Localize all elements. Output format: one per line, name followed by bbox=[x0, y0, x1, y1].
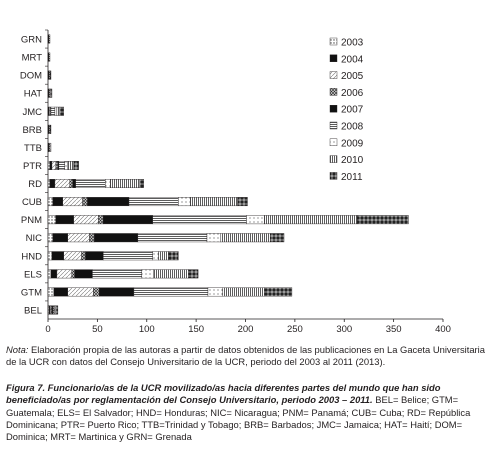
bar-segment bbox=[76, 179, 106, 188]
bar-segment bbox=[72, 270, 75, 279]
bar-segment bbox=[94, 233, 137, 242]
bar-segment bbox=[154, 270, 189, 279]
figure-title: Figura 7. Funcionario/as de la UCR movilizado/as hacia diferentes partes del mundo que han sido beneficiado/as por reglamentación del Consejo Universitario, periodo 2003 – 2011. bbox=[6, 381, 441, 406]
bar-segment bbox=[50, 143, 51, 152]
bar-segment bbox=[159, 252, 169, 261]
bar-segment bbox=[48, 233, 53, 242]
bar-segment bbox=[56, 215, 74, 224]
x-axis-labels bbox=[45, 324, 451, 335]
bar-segment bbox=[103, 215, 152, 224]
bar-segment bbox=[75, 270, 93, 279]
y-category-label: RD bbox=[28, 179, 42, 191]
legend-swatch bbox=[330, 172, 337, 179]
bar-segment bbox=[110, 179, 140, 188]
bar-segment bbox=[83, 197, 88, 206]
y-category-label: BRB bbox=[22, 124, 42, 136]
y-category-label: CUB bbox=[21, 197, 42, 209]
bar-segment bbox=[74, 215, 99, 224]
legend-swatch bbox=[330, 139, 337, 146]
bar-segment bbox=[50, 179, 55, 188]
legend bbox=[330, 38, 364, 183]
bar-segment bbox=[56, 306, 58, 315]
y-category-label: PNM bbox=[20, 215, 42, 227]
bar-segment bbox=[88, 197, 129, 206]
bar-segment bbox=[56, 161, 58, 170]
legend-label: 2009 bbox=[341, 138, 364, 150]
bar-segment bbox=[93, 288, 99, 297]
y-category-label: GTM bbox=[20, 287, 42, 299]
note-text: Elaboración propia de las autoras a partir de datos obtenidos de las publicaciones en La Gaceta Universitaria de la UCR con datos del Consejo Universitario de la UCR, periodo del 2003 al 2011 (2013). bbox=[6, 344, 485, 368]
bar-segment bbox=[48, 161, 50, 170]
bar-segment bbox=[264, 288, 292, 297]
legend-label: 2010 bbox=[341, 155, 364, 167]
legend-swatch bbox=[330, 156, 337, 163]
bar-segment bbox=[168, 252, 178, 261]
legend-swatch bbox=[330, 72, 337, 79]
bar-segment bbox=[51, 270, 57, 279]
caption bbox=[6, 344, 488, 444]
bar-segment bbox=[89, 233, 94, 242]
legend-label: 2011 bbox=[341, 171, 363, 183]
x-tick-label: 0 bbox=[45, 324, 51, 335]
bar-segment bbox=[99, 288, 134, 297]
bar-segment bbox=[64, 252, 82, 261]
bar-segment bbox=[48, 179, 50, 188]
bar-segment bbox=[178, 197, 190, 206]
figure-caption bbox=[6, 382, 488, 444]
y-category-label: ELS bbox=[24, 269, 42, 281]
x-tick-label: 300 bbox=[336, 324, 353, 335]
x-tick-label: 100 bbox=[138, 324, 155, 335]
legend-label: 2004 bbox=[341, 54, 364, 66]
bar-segment bbox=[52, 161, 56, 170]
legend-swatch bbox=[330, 88, 337, 95]
legend-swatch bbox=[330, 105, 337, 112]
y-category-label: TTB bbox=[24, 142, 42, 154]
bar-segment bbox=[57, 270, 72, 279]
y-category-label: HAT bbox=[23, 88, 42, 100]
bar-segment bbox=[68, 233, 90, 242]
bar-segment bbox=[207, 233, 221, 242]
bar-segment bbox=[98, 215, 103, 224]
bar-segment bbox=[208, 288, 223, 297]
y-axis-labels bbox=[20, 35, 42, 317]
legend-label: 2006 bbox=[341, 87, 364, 99]
bar-segment bbox=[138, 233, 207, 242]
bar-segment bbox=[59, 161, 65, 170]
bar-segment bbox=[54, 288, 68, 297]
y-category-label: NIC bbox=[25, 233, 42, 245]
bar-segment bbox=[52, 252, 64, 261]
bar-segment bbox=[142, 270, 154, 279]
bar-segment bbox=[63, 197, 83, 206]
legend-swatch bbox=[330, 122, 337, 129]
bar-segment bbox=[55, 107, 57, 116]
bar-segment bbox=[134, 288, 208, 297]
bar-segment bbox=[73, 179, 76, 188]
bar-segment bbox=[223, 288, 264, 297]
legend-label: 2003 bbox=[341, 37, 364, 49]
y-category-label: DOM bbox=[19, 70, 42, 82]
y-category-label: GRN bbox=[20, 34, 42, 46]
bar-segment bbox=[48, 215, 56, 224]
bar-segment bbox=[53, 233, 68, 242]
legend-label: 2007 bbox=[341, 104, 364, 116]
x-tick-label: 400 bbox=[435, 324, 451, 335]
bar-segment bbox=[68, 161, 74, 170]
y-category-label: BEL bbox=[24, 305, 42, 317]
note-label: Nota: bbox=[6, 344, 29, 355]
bar-segment bbox=[86, 252, 104, 261]
legend-label: 2008 bbox=[341, 121, 364, 133]
bar-segment bbox=[57, 107, 60, 116]
x-tick-label: 200 bbox=[237, 324, 254, 335]
bar-segment bbox=[50, 161, 52, 170]
bar-segment bbox=[190, 197, 237, 206]
bar-segment bbox=[129, 197, 178, 206]
bar-segment bbox=[48, 252, 52, 261]
bar-segment bbox=[264, 215, 357, 224]
bar-segment bbox=[188, 270, 198, 279]
bar-segment bbox=[105, 179, 110, 188]
bar-segment bbox=[60, 107, 64, 116]
bar-segment bbox=[68, 288, 94, 297]
bar-segment bbox=[70, 179, 73, 188]
x-tick-label: 350 bbox=[385, 324, 402, 335]
bar-segment bbox=[82, 252, 86, 261]
bar-segment bbox=[49, 53, 50, 62]
bar-segment bbox=[246, 215, 264, 224]
bar-segment bbox=[50, 71, 51, 80]
bar-segment bbox=[65, 161, 68, 170]
bar-segment bbox=[55, 179, 70, 188]
bar-segment bbox=[51, 89, 52, 98]
y-category-label: JMC bbox=[22, 106, 42, 118]
bar-segment bbox=[357, 215, 408, 224]
y-category-label: MRT bbox=[21, 52, 42, 64]
bar-segment bbox=[53, 197, 63, 206]
x-tick-label: 50 bbox=[92, 324, 103, 335]
bar-segment bbox=[48, 288, 54, 297]
bar-segment bbox=[48, 197, 53, 206]
y-category-label: PTR bbox=[23, 160, 42, 172]
legend-swatch bbox=[330, 38, 337, 45]
bar-segment bbox=[221, 233, 270, 242]
bar-segment bbox=[103, 252, 152, 261]
bar-segment bbox=[153, 215, 247, 224]
legend-swatch bbox=[330, 55, 337, 62]
figure-abbreviations: BEL= Belice; GTM= Guatemala; ELS= El Salvador; HND= Honduras; NIC= Nicaragua; PNM= Panamá; CUB= Cuba; RD= República Dominicana; PTR= Puerto Rico; TTB=Trinidad y Tobago; BRB= Barbados; JMC= Jamaica; HAT= Haití; DOM= Dominica; MRT= Martinica y GRN= Grenada bbox=[6, 394, 471, 443]
x-tick-label: 250 bbox=[286, 324, 303, 335]
bar-segment bbox=[48, 270, 51, 279]
legend-label: 2005 bbox=[341, 71, 364, 83]
bar-segment bbox=[238, 197, 248, 206]
bar-segment bbox=[270, 233, 284, 242]
x-tick-label: 150 bbox=[188, 324, 205, 335]
bar-segment bbox=[74, 161, 79, 170]
bar-segment bbox=[92, 270, 141, 279]
bar-segment bbox=[140, 179, 144, 188]
bar-segment bbox=[153, 252, 159, 261]
bar-segment bbox=[49, 35, 50, 44]
source-note bbox=[6, 344, 488, 369]
bar-segment bbox=[51, 107, 55, 116]
bar-segment bbox=[50, 125, 51, 134]
y-category-label: HND bbox=[21, 251, 42, 263]
